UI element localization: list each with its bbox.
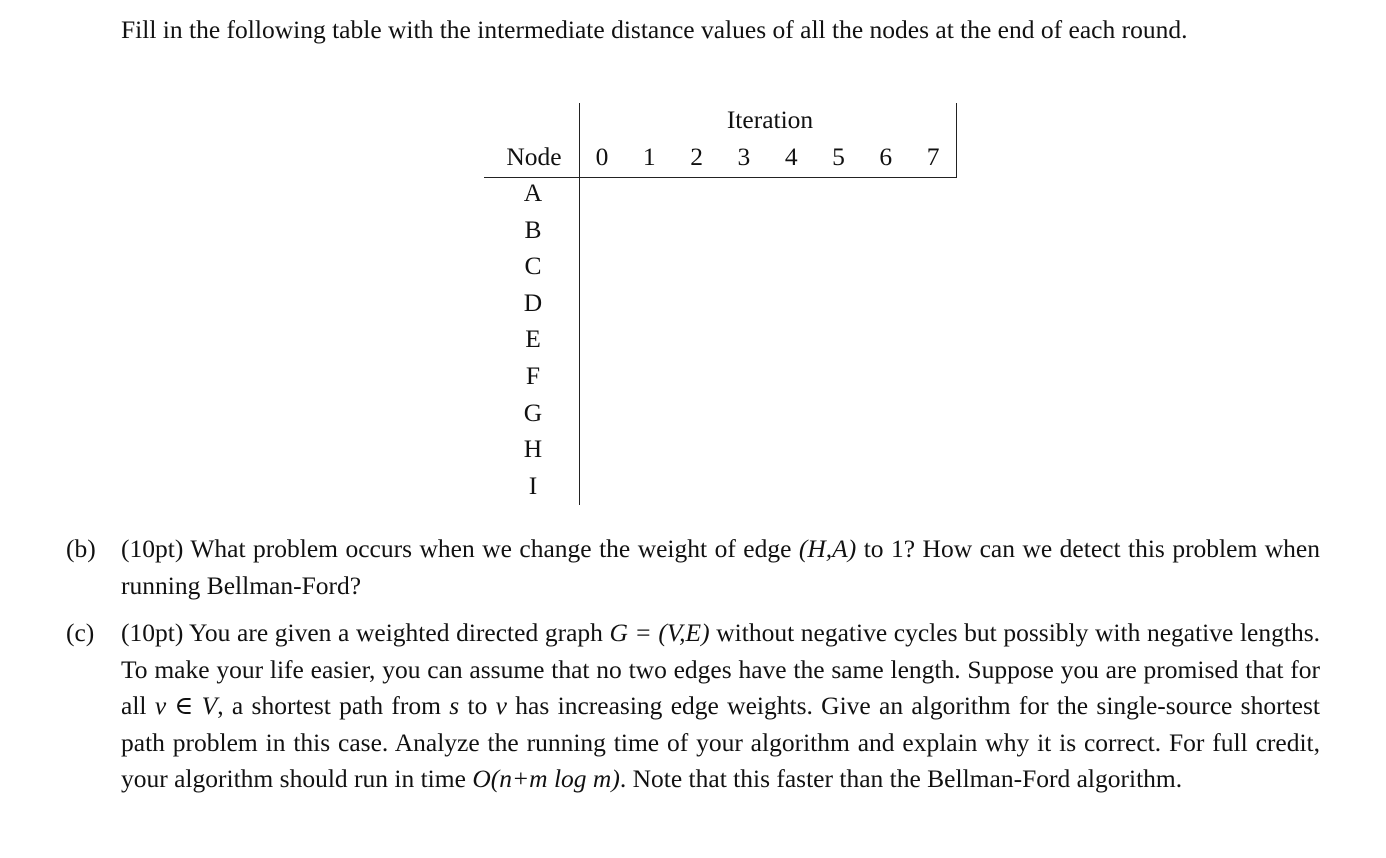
iteration-col-header: 6 <box>879 142 893 171</box>
node-row-label: A <box>523 178 543 207</box>
node-row-label: H <box>523 434 543 464</box>
node-row-label: D <box>523 287 543 317</box>
node-row-label: I <box>528 470 538 500</box>
iteration-col-header: 7 <box>926 142 940 171</box>
node-row-label: B <box>524 214 542 244</box>
math-graph: G = (V,E) <box>609 618 710 647</box>
text: What problem occurs when we change the weight of edge <box>190 534 799 563</box>
math-edge: (H,A) <box>798 534 857 563</box>
iteration-col-header: 4 <box>784 142 798 171</box>
node-row-label: F <box>525 361 541 390</box>
node-row-label: G <box>523 397 543 427</box>
iteration-col-header: 1 <box>642 142 656 171</box>
iteration-col-header: 3 <box>737 142 751 171</box>
intro-paragraph: Fill in the following table with the intermediate distance values of all the nodes at the end of each round. <box>121 15 1188 44</box>
iteration-col-header: 5 <box>832 142 845 171</box>
part-b-text <box>121 531 1320 604</box>
table-divider-right <box>956 103 957 178</box>
text: , a shortest path from <box>217 691 450 721</box>
text: has increasing edge weights. Give an algorithm for the single-source shortest path problem in this case. Analyze the running time of your algorithm and explain why it is correct. For full credit, your algorithm should run in time <box>121 691 1320 794</box>
math-s: s <box>449 691 460 721</box>
node-header: Node <box>506 142 562 171</box>
iteration-col-header: 2 <box>690 142 703 171</box>
math-v: v <box>495 691 507 721</box>
points: (10pt) <box>121 534 184 563</box>
iteration-col-header: 0 <box>595 142 609 171</box>
node-row-label: C <box>524 251 542 281</box>
math-forall: v ∈ V <box>154 691 218 721</box>
text: You are given a weighted directed graph <box>189 618 610 647</box>
part-c-text <box>121 615 1320 798</box>
text: to <box>459 691 496 721</box>
points: (10pt) <box>121 618 184 647</box>
part-b-label: (b) <box>66 534 96 563</box>
text: to 1? How can we detect this problem when running Bellman-Ford? <box>121 534 1320 600</box>
text: without negative cycles but possibly with negative lengths. To make your life easier, you can assume that no two edges have the same length. Suppose you are promised that for all <box>121 618 1320 721</box>
text: . Note that this faster than the Bellman-Ford algorithm. <box>619 764 1183 794</box>
math-time: O(n+m log m) <box>472 764 620 794</box>
node-row-label: E <box>525 324 541 354</box>
part-c-label: (c) <box>66 618 95 647</box>
iteration-header: Iteration <box>726 105 814 134</box>
table-divider-vertical <box>579 103 580 505</box>
